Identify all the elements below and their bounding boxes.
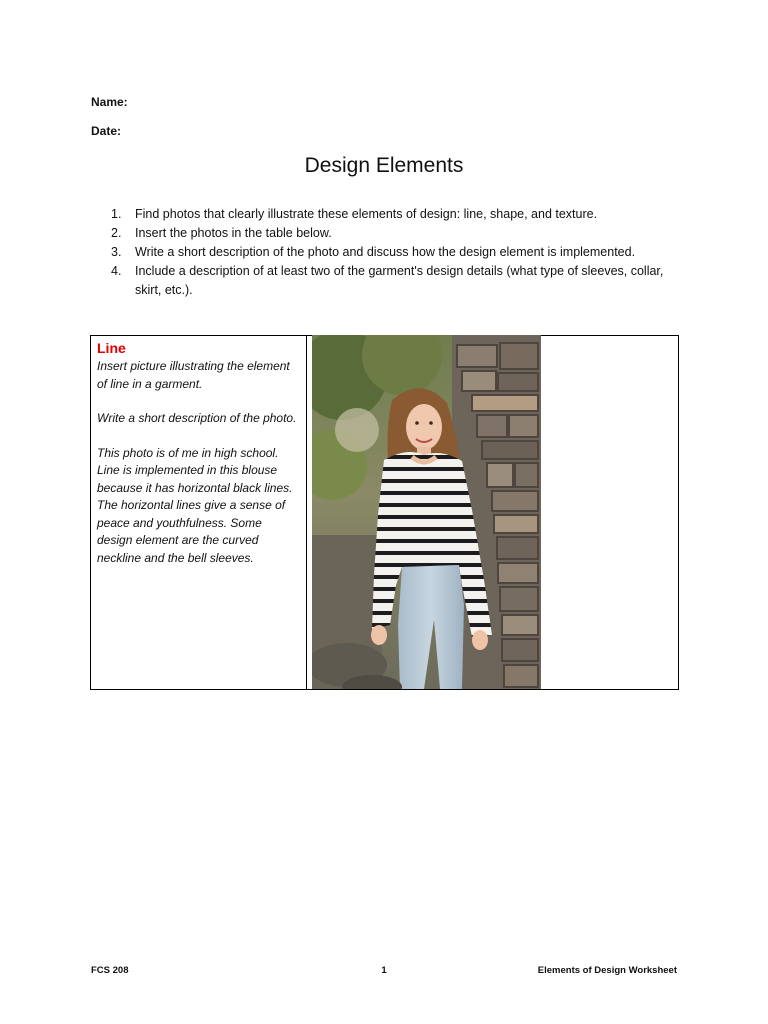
description-answer: This photo is of me in high school. Line is implemented in this blouse because it has horizontal black lines. The horizontal lines give a sense of peace and youthfulness. Some design element are the curved neckline and the bell sleeves. <box>97 445 293 565</box>
instruction-item <box>111 262 671 300</box>
instruction-text: Find photos that clearly illustrate these elements of design: line, shape, and texture. <box>135 207 598 221</box>
instruction-item <box>111 243 671 262</box>
garment-photo <box>312 335 541 689</box>
instruction-number: 1. <box>111 207 122 221</box>
instruction-text: Write a short description of the photo and discuss how the design element is implemented. <box>135 245 636 259</box>
date-label: Date: <box>91 124 122 138</box>
instruction-item <box>111 205 671 224</box>
instruction-number: 4. <box>111 264 122 278</box>
instruction-number: 3. <box>111 245 122 259</box>
design-element-table <box>90 335 679 690</box>
footer-document-title: Elements of Design Worksheet <box>537 965 677 976</box>
page-title: Design Elements <box>304 154 464 177</box>
description-cell <box>91 336 307 689</box>
instruction-text: Include a description of at least two of the garment's design details (what type of sleeves, collar, skirt, etc.). <box>135 264 664 297</box>
footer-page-number: 1 <box>381 965 387 976</box>
insert-picture-prompt: Insert picture illustrating the element of line in a garment. <box>97 359 290 391</box>
photo-cell <box>307 336 678 689</box>
description-prompt: Write a short description of the photo. <box>97 411 297 425</box>
element-heading: Line <box>97 340 126 356</box>
instruction-list <box>111 205 671 300</box>
footer-course-code: FCS 208 <box>91 965 129 976</box>
instruction-number: 2. <box>111 226 122 240</box>
instruction-item <box>111 224 671 243</box>
name-label: Name: <box>91 95 128 109</box>
instruction-text: Insert the photos in the table below. <box>135 226 332 240</box>
